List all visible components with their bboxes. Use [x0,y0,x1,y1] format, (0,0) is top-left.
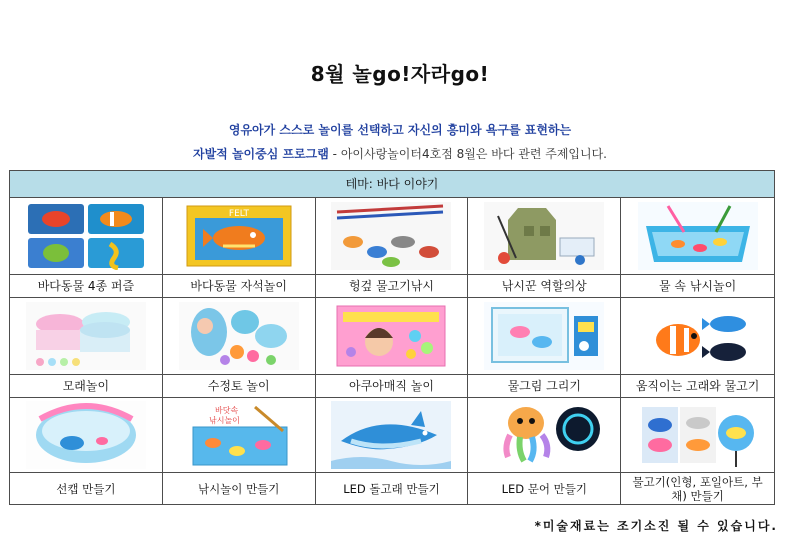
activity-cell [468,198,621,298]
activity-label: 바다동물 자석놀이 [163,274,315,297]
activity-label: 물그림 그리기 [468,374,620,397]
activity-cell [10,398,163,505]
led-dolphin-icon [316,398,468,472]
activity-label: 움직이는 고래와 물고기 [621,374,774,397]
activity-label: 아쿠아매직 놀이 [316,374,468,397]
sea-animal-puzzle-icon [10,198,162,274]
activity-grid [10,198,774,505]
activity-label: 낚시놀이 만들기 [163,472,315,505]
svg-text:낚시놀이: 낚시놀이 [208,416,240,425]
program-name: 자발적 놀이중심 프로그램 [192,147,329,161]
water-beads-icon [163,298,315,374]
fish-crafts-icon [621,398,774,472]
activity-cell [468,298,621,398]
activity-cell [621,198,774,298]
activity-cell [163,198,316,298]
activity-cell [163,298,316,398]
felt-fishing-icon [316,198,468,274]
theme-header: 테마: 바다 이야기 [10,171,774,198]
water-fishing-toy-icon [621,198,774,274]
activity-cell [10,298,163,398]
svg-text:FELT: FELT [228,209,249,219]
activity-cell [163,398,316,505]
activity-label: 바다동물 4종 퍼즐 [10,274,162,297]
activity-cell [316,198,469,298]
activity-label: LED 돌고래 만들기 [316,472,468,505]
magnet-play-box-icon [163,198,315,274]
activity-cell [316,298,469,398]
activity-label: 헝겊 물고기낚시 [316,274,468,297]
activity-label: 모래놀이 [10,374,162,397]
supply-note: *미술재료는 조기소진 될 수 있습니다. [534,519,778,533]
activity-cell [621,398,774,505]
intro-text [0,118,800,166]
fisher-costume-icon [468,198,620,274]
activity-label: LED 문어 만들기 [468,472,620,505]
aqua-magic-box-icon [316,298,468,374]
sun-cap-icon [10,398,162,472]
activity-cell [10,198,163,298]
activity-label: 물고기(인형, 포일아트, 부채) 만들기 [621,472,774,505]
activity-label: 수정토 놀이 [163,374,315,397]
sand-tubs-icon [10,298,162,374]
activity-cell [468,398,621,505]
activity-label: 물 속 낚시놀이 [621,274,774,297]
intro-line-2 [0,142,800,166]
water-drawing-mat-icon [468,298,620,374]
led-octopus-icon [468,398,620,472]
activity-board [9,170,775,505]
intro-line-1: 영유아가 스스로 놀이를 선택하고 자신의 흥미와 욕구를 표현하는 [228,123,572,137]
program-description: - 아이사랑놀이터4호점 8월은 바다 관련 주제입니다. [328,147,608,161]
activity-label: 선캡 만들기 [10,472,162,505]
fishing-craft-icon [163,398,315,472]
moving-whale-fish-icon [621,298,774,374]
activity-cell [621,298,774,398]
page-title: 8월 놀go!자라go! [310,62,490,86]
activity-label: 낚시꾼 역할의상 [468,274,620,297]
svg-text:바닷속: 바닷속 [214,406,238,415]
activity-cell [316,398,469,505]
